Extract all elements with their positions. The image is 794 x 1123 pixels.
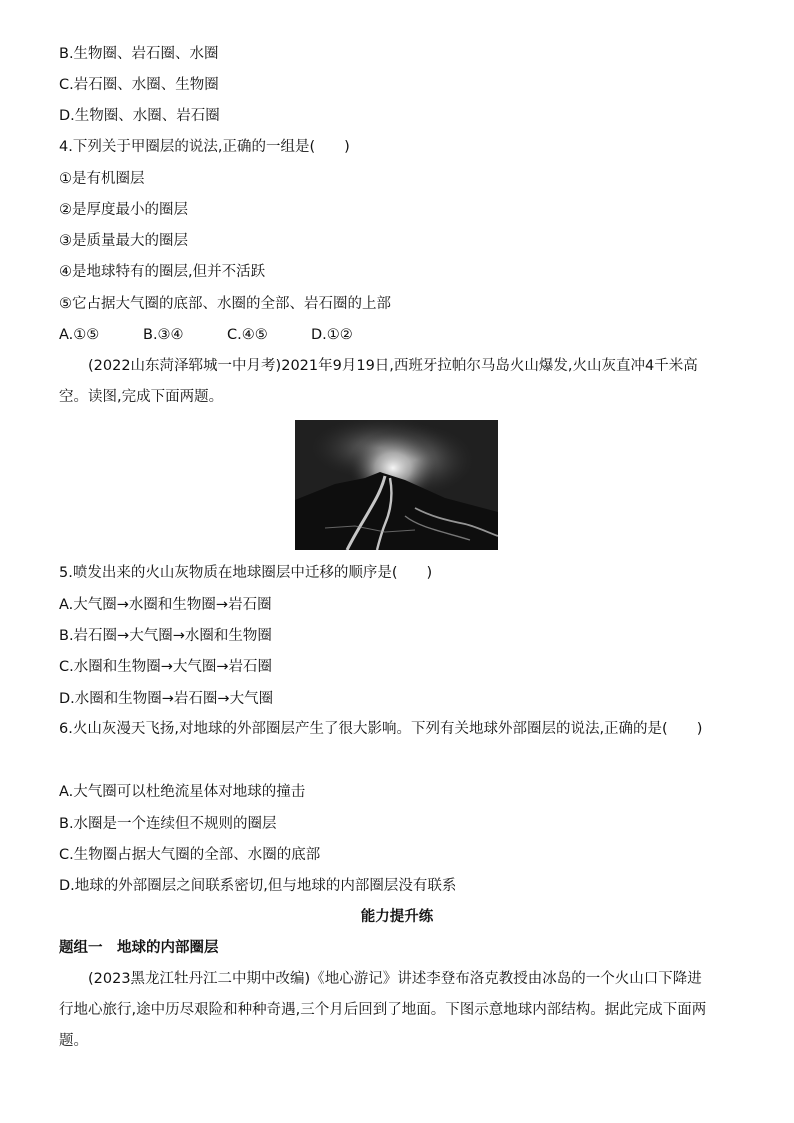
q4-stem: 4.下列关于甲圈层的说法,正确的一组是( ) xyxy=(59,139,350,155)
q4-statement-2: ②是厚度最小的圈层 xyxy=(59,202,188,218)
passage-volcano: (2022山东菏泽郓城一中月考)2021年9月19日,西班牙拉帕尔马岛火山爆发,火山灰直冲4千米高空。读图,完成下面两题。 xyxy=(59,358,698,405)
q6-option-d: D.地球的外部圈层之间联系密切,但与地球的内部圈层没有联系 xyxy=(59,878,457,894)
q4-statement-1: ①是有机圈层 xyxy=(59,171,145,187)
group-title: 题组一 地球的内部圈层 xyxy=(59,940,219,956)
volcano-photo xyxy=(295,420,498,550)
section-title: 能力提升练 xyxy=(360,909,434,925)
q5-option-d: D.水圈和生物圈→岩石圈→大气圈 xyxy=(59,691,274,707)
q6-option-b: B.水圈是一个连续但不规则的圈层 xyxy=(59,816,277,832)
q5-stem: 5.喷发出来的火山灰物质在地球圈层中迁移的顺序是( ) xyxy=(59,565,433,581)
q5-option-c: C.水圈和生物圈→大气圈→岩石圈 xyxy=(59,659,273,675)
q4-statement-4: ④是地球特有的圈层,但并不活跃 xyxy=(59,264,266,280)
q4-choices xyxy=(59,325,353,345)
passage-earth-interior: (2023黑龙江牡丹江二中期中改编)《地心游记》讲述李登布洛克教授由冰岛的一个火山口下降进行地心旅行,途中历尽艰险和种种奇遇,三个月后回到了地面。下图示意地球内部结构。据此完成下面两题。 xyxy=(59,971,707,1049)
q3-option-c: C.岩石圈、水圈、生物圈 xyxy=(59,77,219,93)
q4-statement-3: ③是质量最大的圈层 xyxy=(59,233,188,249)
q6-stem: 6.火山灰漫天飞扬,对地球的外部圈层产生了很大影响。下列有关地球外部圈层的说法,正确的是( ) xyxy=(59,721,703,737)
q4-choice-d: D.①② xyxy=(311,327,353,343)
q6-option-a: A.大气圈可以杜绝流星体对地球的撞击 xyxy=(59,784,306,800)
q6-option-c: C.生物圈占据大气圈的全部、水圈的底部 xyxy=(59,847,321,863)
q4-choice-b: B.③④ xyxy=(143,327,184,343)
q4-statement-5: ⑤它占据大气圈的底部、水圈的全部、岩石圈的上部 xyxy=(59,296,391,312)
q4-choice-c: C.④⑤ xyxy=(227,327,268,343)
q4-choice-a: A.①⑤ xyxy=(59,327,100,343)
q5-option-b: B.岩石圈→大气圈→水圈和生物圈 xyxy=(59,628,272,644)
q3-option-b: B.生物圈、岩石圈、水圈 xyxy=(59,46,219,62)
q3-option-d: D.生物圈、水圈、岩石圈 xyxy=(59,108,220,124)
q5-option-a: A.大气圈→水圈和生物圈→岩石圈 xyxy=(59,597,272,613)
